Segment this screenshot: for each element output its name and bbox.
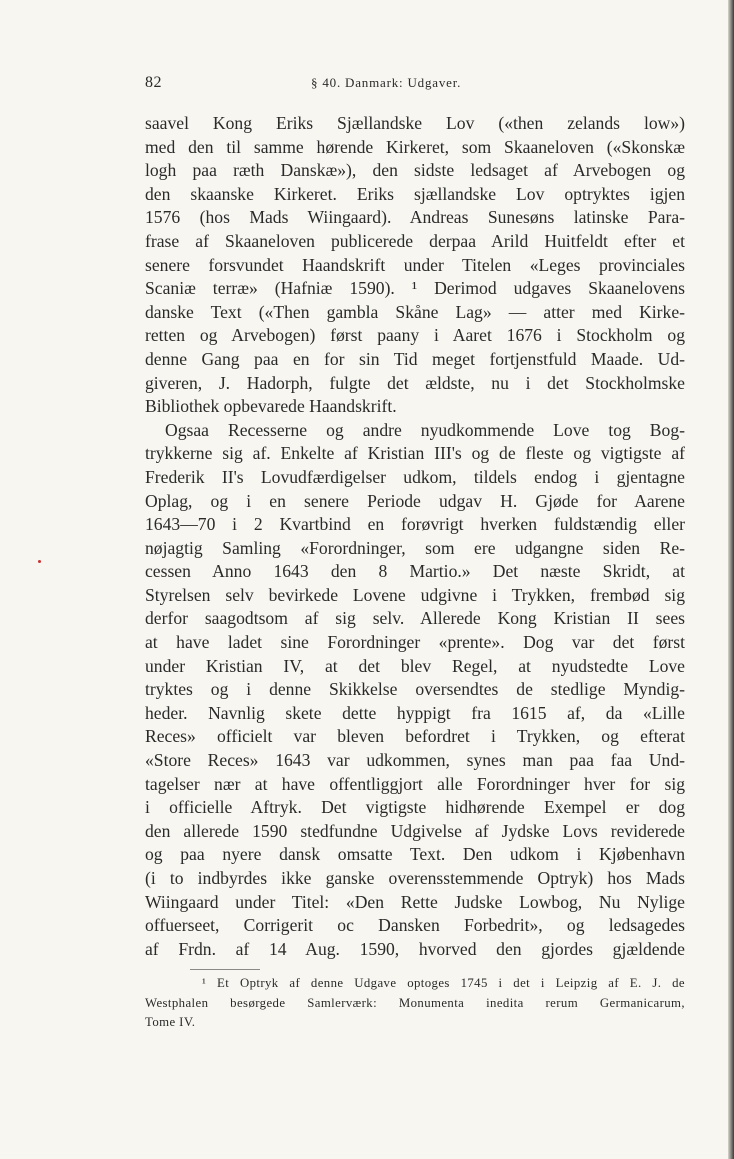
ink-speck — [38, 560, 41, 563]
body-line: logh paa ræth Danskæ»), den sidste ledsaget af Arvebogen og — [145, 160, 685, 181]
footnote-line: Westphalen besørgede Samlerværk: Monumenta inedita rerum Germanicarum, — [145, 995, 685, 1010]
body-line: Oplag, og i en senere Periode udgav H. Gjøde for Aarene — [145, 490, 685, 511]
body-line: danske Text («Then gambla Skåne Lag» — atter med Kirke- — [145, 301, 685, 322]
body-line: med den til samme hørende Kirkeret, som Skaaneloven («Skonskæ — [145, 136, 685, 157]
body-line: under Kristian IV, at det blev Regel, at nyudstedte Love — [145, 655, 685, 676]
body-line: 1643—70 i 2 Kvartbind en forøvrigt hverken fuldstændig eller — [145, 514, 685, 535]
body-line: og paa nyere dansk omsatte Text. Den udkom i Kjøbenhavn — [145, 844, 685, 865]
body-line: Scaniæ terræ» (Hafniæ 1590). ¹ Derimod udgaves Skaanelovens — [145, 278, 685, 299]
body-line: den skaanske Kirkeret. Eriks sjællandske Lov optryktes igjen — [145, 183, 685, 204]
body-line: cessen Anno 1643 den 8 Martio.» Det næste Skridt, at — [145, 561, 685, 582]
page-edge-shadow — [728, 0, 734, 1159]
body-line: tagelser nær at have offentliggjort alle Forordninger hver for sig — [145, 773, 685, 794]
footnote-line: Tome IV. — [145, 1015, 196, 1029]
body-line: Bibliothek opbevarede Haandskrift. — [145, 396, 397, 417]
body-line: senere forsvundet Haandskrift under Titelen «Leges provinciales — [145, 254, 685, 275]
running-head: § 40. Danmark: Udgaver. — [311, 75, 462, 90]
body-line: 1576 (hos Mads Wiingaard). Andreas Sunesøns latinske Para- — [145, 207, 685, 228]
body-line: offuerseet, Corrigerit oc Dansken Forbedrit», og ledsagedes — [145, 915, 685, 936]
body-line: retten og Arvebogen) først paany i Aaret 1676 i Stockholm og — [145, 325, 685, 346]
body-line: Ogsaa Recesserne og andre nyudkommende Love tog Bog- — [165, 419, 685, 440]
footnote-rule — [190, 969, 260, 970]
body-line: derfor saagodtsom af sig selv. Allerede Kong Kristian II sees — [145, 608, 685, 629]
page-header — [145, 74, 685, 96]
footnotes — [145, 974, 685, 1033]
body-line: Reces» officielt var bleven befordret i Trykken, og efterat — [145, 726, 685, 747]
body-line: nøjagtig Samling «Forordninger, som ere udgangne siden Re- — [145, 537, 685, 558]
body-text — [145, 112, 685, 961]
body-line: (i to indbyrdes ikke ganske overensstemmende Optryk) hos Mads — [145, 868, 685, 888]
body-line: trykkerne sig af. Enkelte af Kristian III's og de fleste og vigtigste af — [145, 443, 685, 464]
body-line: at have ladet sine Forordninger «prente». Dog var det først — [145, 632, 685, 653]
page-number: 82 — [145, 74, 162, 91]
body-line: Wiingaard under Titel: «Den Rette Judske Lowbog, Nu Nylige — [145, 891, 685, 912]
body-line: i officielle Aftryk. Det vigtigste hidhørende Exempel er dog — [145, 797, 685, 818]
footnote-line: ¹ Et Optryk af denne Udgave optoges 1745 i det i Leipzig af E. J. de — [202, 976, 685, 990]
body-line: Styrelsen selv bevirkede Lovene udgivne i Trykken, frembød sig — [145, 584, 685, 605]
body-line: frase af Skaaneloven publicerede derpaa Arild Huitfeldt efter et — [145, 230, 685, 251]
body-line: af Frdn. af 14 Aug. 1590, hvorved den gjordes gjældende — [145, 938, 685, 959]
body-line: heder. Navnlig skete dette hyppigt fra 1615 af, da «Lille — [145, 702, 685, 723]
body-line: tryktes og i denne Skikkelse oversendtes de stedlige Myndig- — [145, 679, 685, 700]
body-line: denne Gang paa en for sin Tid meget fortjenstfuld Maade. Ud- — [145, 348, 685, 369]
body-line: «Store Reces» 1643 var udkommen, synes man paa faa Und- — [145, 750, 685, 771]
body-line: den allerede 1590 stedfundne Udgivelse af Jydske Lovs reviderede — [145, 820, 685, 841]
body-line: saavel Kong Eriks Sjællandske Lov («then zelands low») — [145, 113, 685, 133]
body-line: Frederik II's Lovudfærdigelser udkom, tildels endog i gjentagne — [145, 466, 685, 487]
body-line: giveren, J. Hadorph, fulgte det ældste, nu i det Stockholmske — [145, 372, 685, 393]
